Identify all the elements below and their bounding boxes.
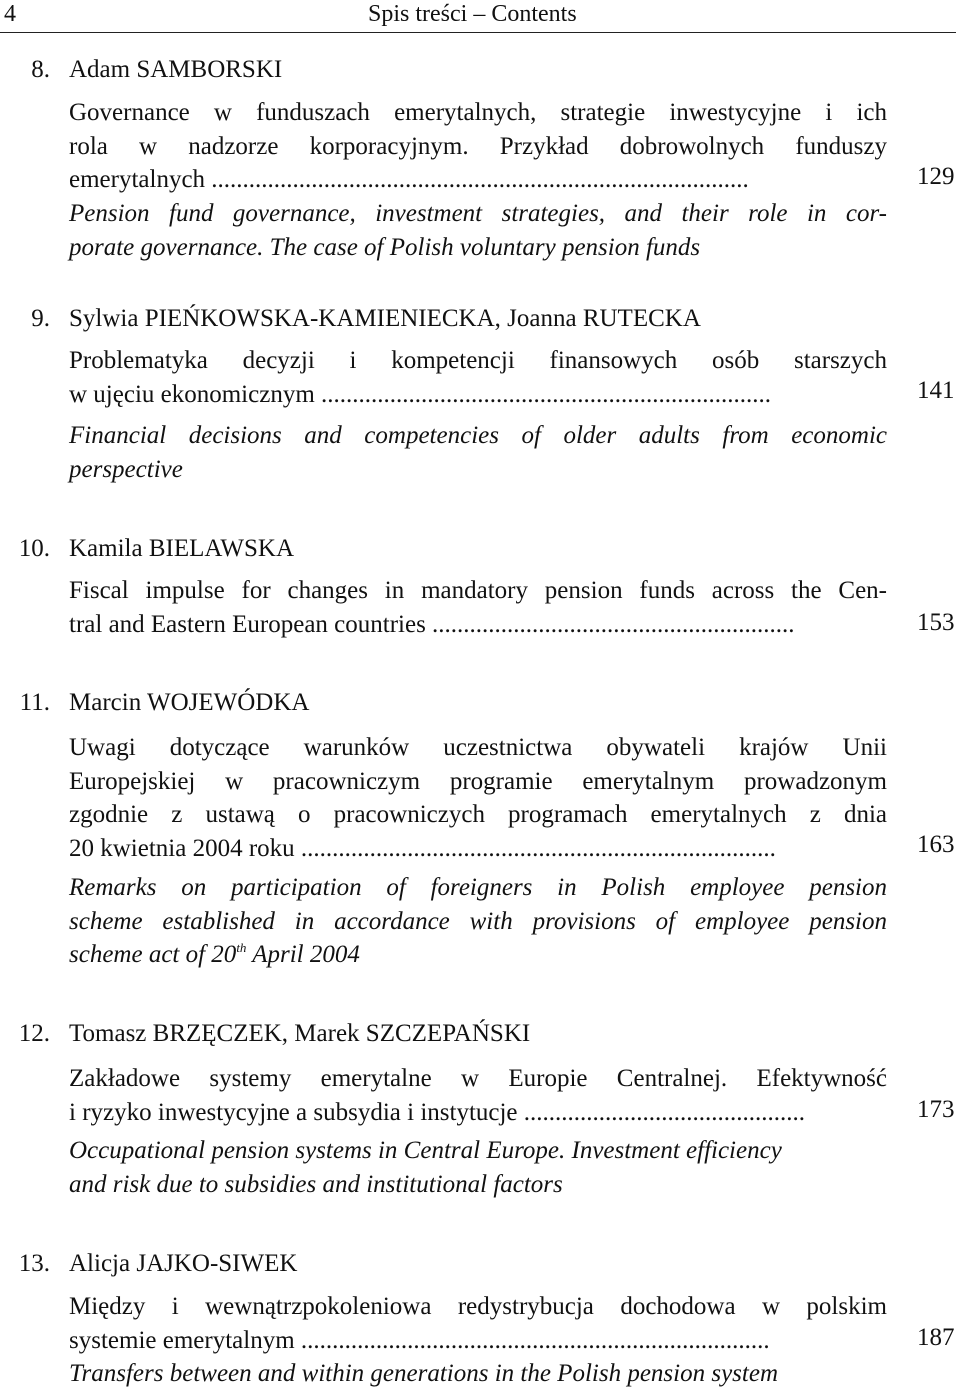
entry-number: 9.	[31, 305, 50, 332]
entry-authors: Adam SAMBORSKI	[69, 56, 283, 83]
entry-number: 10.	[18, 535, 50, 562]
title-text: April 2004	[246, 941, 360, 968]
title-line: Remarks on participation of foreigners in Polish employee pension	[69, 874, 887, 901]
entry-title-polish	[69, 731, 887, 865]
entry-page-number: 187	[917, 1324, 955, 1351]
entry-title-polish	[69, 574, 887, 641]
entry-authors: Kamila BIELAWSKA	[69, 535, 295, 562]
title-line: tral and Eastern European countries ..........................................................	[69, 610, 795, 638]
title-line: Między i wewnątrzpokoleniowa redystrybucja dochodowa w polskim	[69, 1293, 887, 1320]
title-text: scheme act of 20	[69, 941, 237, 968]
entry-title-english	[69, 871, 887, 972]
entry-page-number: 163	[917, 831, 955, 858]
entry-page-number: 141	[917, 377, 955, 404]
entry-number: 12.	[18, 1020, 50, 1047]
title-line: systemie emerytalnym ...........................................................................	[69, 1326, 770, 1354]
title-line: i ryzyko inwestycyjne a subsydia i instytucje .............................................	[69, 1098, 806, 1126]
entry-page-number: 129	[917, 163, 955, 190]
entry-title-polish	[69, 1290, 887, 1357]
title-line: rola w nadzorze korporacyjnym. Przykład dobrowolnych funduszy	[69, 132, 887, 160]
title-line: Governance w funduszach emerytalnych, strategie inwestycyjne i ich	[69, 99, 887, 126]
title-line: Financial decisions and competencies of older adults from economic	[69, 422, 887, 449]
entry-title-english	[69, 419, 887, 486]
title-line: perspective	[69, 455, 183, 483]
title-line: w ujęciu ekonomicznym ........................................................................	[69, 380, 772, 408]
title-line: Problematyka decyzji i kompetencji finansowych osób starszych	[69, 347, 887, 374]
title-line: Uwagi dotyczące warunków uczestnictwa obywateli krajów Unii	[69, 734, 887, 761]
page-number: 4	[4, 1, 16, 27]
entry-page-number: 153	[917, 609, 955, 636]
entry-title-english	[69, 1357, 887, 1391]
title-line: Fiscal impulse for changes in mandatory pension funds across the Cen-	[69, 577, 887, 604]
title-line: 20 kwietnia 2004 roku ............................................................................	[69, 834, 776, 862]
entry-authors: Marcin WOJEWÓDKA	[69, 689, 310, 716]
entry-title-english	[69, 1134, 887, 1201]
entry-title-polish	[69, 96, 887, 197]
running-head: Spis treści – Contents	[368, 1, 577, 27]
title-line: and risk due to subsidies and institutional factors	[69, 1170, 563, 1198]
entry-number: 13.	[18, 1250, 50, 1277]
title-line: Zakładowe systemy emerytalne w Europie Centralnej. Efektywność	[69, 1065, 887, 1092]
page-header	[0, 0, 956, 33]
title-line: porate governance. The case of Polish voluntary pension funds	[69, 233, 701, 261]
title-line: Transfers between and within generations in the Polish pension system	[69, 1360, 778, 1387]
entry-authors: Tomasz BRZĘCZEK, Marek SZCZEPAŃSKI	[69, 1020, 531, 1047]
title-line: Pension fund governance, investment strategies, and their role in cor-	[69, 200, 887, 227]
entry-title-english	[69, 197, 887, 264]
entry-title-polish	[69, 344, 887, 411]
entry-page-number: 173	[917, 1096, 955, 1123]
entry-number: 8.	[31, 56, 50, 83]
title-line: Europejskiej w pracowniczym programie emerytalnym prowadzonym	[69, 767, 887, 795]
title-line	[69, 938, 887, 972]
entry-authors: Sylwia PIEŃKOWSKA-KAMIENIECKA, Joanna RUTECKA	[69, 305, 701, 332]
title-line: Occupational pension systems in Central Europe. Investment efficiency	[69, 1137, 782, 1164]
ordinal-suffix: th	[236, 940, 247, 955]
entry-title-polish	[69, 1062, 887, 1129]
entry-authors: Alicja JAJKO-SIWEK	[69, 1250, 298, 1277]
title-line: scheme established in accordance with provisions of employee pension	[69, 907, 887, 935]
title-line: emerytalnych ......................................................................................	[69, 166, 749, 193]
entry-number: 11.	[19, 689, 50, 716]
title-line: zgodnie z ustawą o pracowniczych programach emerytalnych z dnia	[69, 801, 887, 828]
